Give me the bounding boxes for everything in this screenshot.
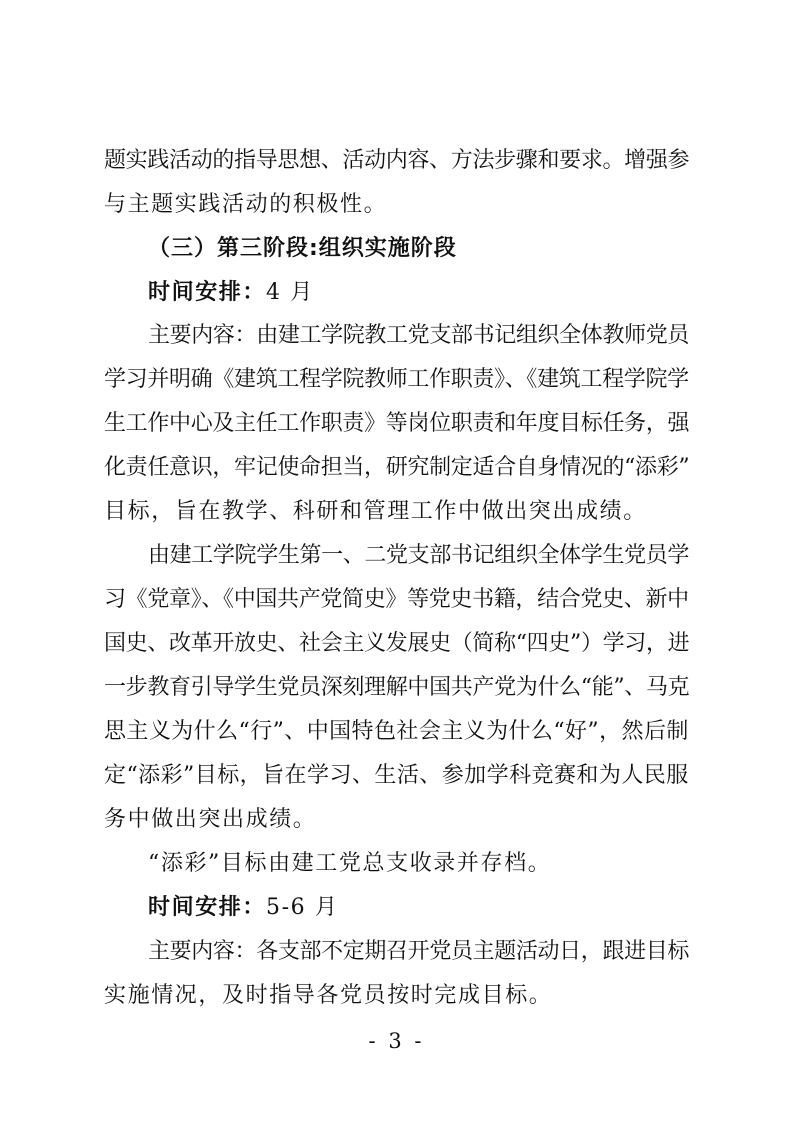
paragraph-3-line-3: 国史、改革开放史、社会主义发展史（简称“四史”）学习，进 xyxy=(104,631,690,656)
paragraph-2-line-4: 化责任意识，牢记使命担当，研究制定适合自身情况的“添彩” xyxy=(104,455,690,480)
paragraph-2-line-1: 主要内容：由建工学院教工党支部书记组织全体教师党员 xyxy=(148,323,690,348)
schedule-2 xyxy=(148,895,338,921)
paragraph-4: “添彩”目标由建工党总支收录并存档。 xyxy=(148,851,552,876)
section-heading: （三）第三阶段:组织实施阶段 xyxy=(148,236,457,261)
schedule-2-label: 时间安排： xyxy=(148,895,267,920)
paragraph-3-line-4: 一步教育引导学生党员深刻理解中国共产党为什么“能”、马克 xyxy=(104,675,690,700)
paragraph-2-line-5: 目标，旨在教学、科研和管理工作中做出突出成绩。 xyxy=(104,499,647,524)
paragraph-3-line-1: 由建工学院学生第一、二党支部书记组织全体学生党员学 xyxy=(148,543,690,568)
paragraph-1-line-1: 题实践活动的指导思想、活动内容、方法步骤和要求。增强参 xyxy=(104,148,690,173)
paragraph-3-line-6: 定“添彩”目标，旨在学习、生活、参加学科竞赛和为人民服 xyxy=(104,763,689,788)
paragraph-1-line-2: 与主题实践活动的积极性。 xyxy=(104,192,388,217)
paragraph-3-line-5: 思主义为什么“行”、中国特色社会主义为什么“好”，然后制 xyxy=(104,719,689,744)
paragraph-3-line-7: 务中做出突出成绩。 xyxy=(104,807,317,832)
schedule-1-label: 时间安排： xyxy=(148,280,267,305)
schedule-1-value: 4 月 xyxy=(266,280,314,305)
paragraph-2-line-3: 生工作中心及主任工作职责》等岗位职责和年度目标任务，强 xyxy=(104,411,690,436)
schedule-2-value: 5-6 月 xyxy=(266,895,339,920)
paragraph-2-line-2: 学习并明确《建筑工程学院教师工作职责》、《建筑工程学院学 xyxy=(104,367,689,392)
paragraph-5-line-1: 主要内容：各支部不定期召开党员主题活动日，跟进目标 xyxy=(148,939,690,964)
paragraph-3-line-2: 习《党章》、《中国共产党简史》等党史书籍，结合党史、新中 xyxy=(104,587,689,612)
schedule-1 xyxy=(148,280,314,306)
paragraph-5-line-2: 实施情况，及时指导各党员按时完成目标。 xyxy=(104,983,553,1008)
page-number: - 3 - xyxy=(368,1029,425,1053)
